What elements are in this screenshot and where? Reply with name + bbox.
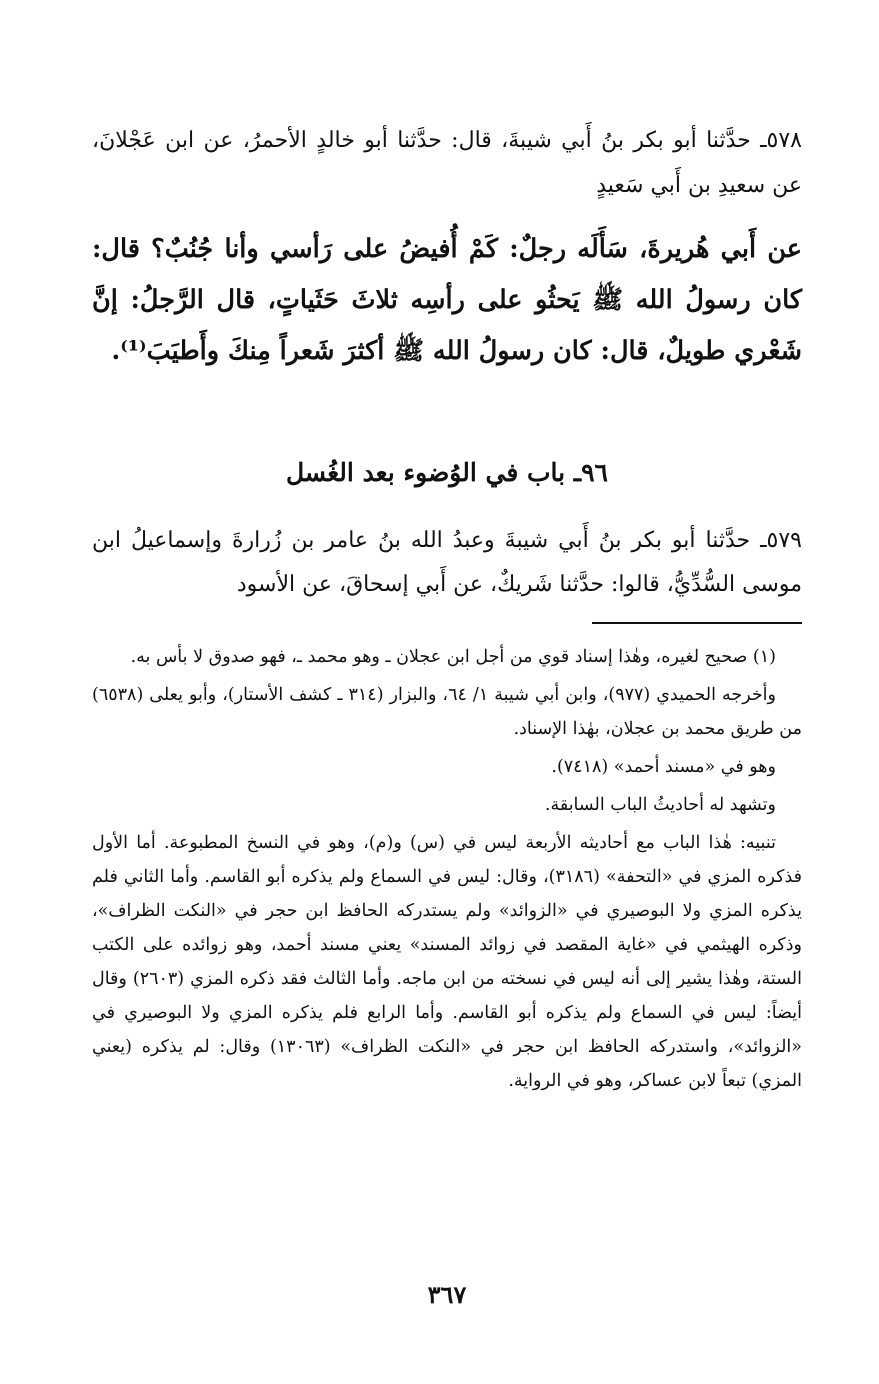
hadith-578-matn: عن أَبي هُريرةَ، سَأَلَه رجلٌ: كَمْ أُفيضُ على رَأسي وأنا جُنُبٌ؟ قال: كان رسولُ الله ﷺ يَحثُو على رأسِه ثلاثَ حَثَياتٍ، قال الرَّجلُ: إنَّ شَعْري طويلٌ، قال: كان رسولُ الله ﷺ أكثرَ شَعراً مِنكَ وأَطيَبَ⁽¹⁾. — [92, 234, 802, 366]
footnote-shawahid: وتشهد له أحاديثُ الباب السابقة. — [544, 795, 776, 815]
hadith-579-isnad: ٥٧٩ـ حدَّثنا أبو بكر بنُ أَبي شيبةَ وعبدُ الله بنُ عامر بن زُرارةَ وإسماعيلُ ابن موسى السُّدِّيُّ، قالوا: حدَّثنا شَريكٌ، عن أَبي إسحاقَ، عن الأسود — [92, 528, 802, 597]
book-page — [92, 0, 802, 1384]
footnotes — [92, 640, 802, 1102]
footnote-1: (١) صحيح لغيره، وهٰذا إسناد قوي من أجل ابن عجلان ـ وهو محمد ـ، فهو صدوق لا بأس به. — [130, 647, 776, 667]
chapter-title: ٩٦ـ باب في الوُضوء بعد الغُسل — [286, 458, 608, 487]
page-number: ٣٦٧ — [427, 1280, 467, 1309]
footnote-musnad: وهو في «مسند أحمد» (٧٤١٨). — [551, 757, 776, 777]
hadith-578-isnad: ٥٧٨ـ حدَّثنا أبو بكر بنُ أَبي شيبةَ، قال: حدَّثنا أبو خالدٍ الأحمرُ، عن ابن عَجْلانَ، عن سعيدِ بن أَبي سَعيدٍ — [92, 128, 802, 198]
footnote-tanbih: تنبيه: هٰذا الباب مع أحاديثه الأربعة ليس في (س) و(م)، وهو في النسخ المطبوعة. أما الأول فذكره المزي في «التحفة» (٣١٨٦)، وقال: ليس في السماع ولم يذكره أبو القاسم. وأما الثاني فلم يذكره المزي ولا البوصيري في «الزوائد» ولم يستدركه الحافظ ابن حجر في «النكت الظراف»، وذكره الهيثمي في «غاية المقصد في زوائد المسند» يعني مسند أحمد، وهو زوائده على الكتب الستة، وهٰذا يشير إلى أنه ليس في نسخته من ابن ماجه. وأما الثالث فقد ذكره المزي (٢٦٠٣) وقال أيضاً: ليس في السماع ولم يذكره أبو القاسم. وأما الرابع فلم يذكره المزي ولا البوصيري في «الزوائد»، واستدركه الحافظ ابن حجر في «النكت الظراف» (١٣٠٦٣) وقال: لم يذكره (يعني المزي) تبعاً لابن عساكر، وهو في الرواية. — [92, 833, 802, 1091]
footnote-takhrij: وأخرجه الحميدي (٩٧٧)، وابن أبي شيبة ١/ ٦٤، والبزار (٣١٤ ـ كشف الأستار)، وأبو يعلى (٦٥٣٨) من طريق محمد بن عجلان، بهٰذا الإسناد. — [92, 685, 802, 739]
footnote-separator — [592, 622, 802, 624]
